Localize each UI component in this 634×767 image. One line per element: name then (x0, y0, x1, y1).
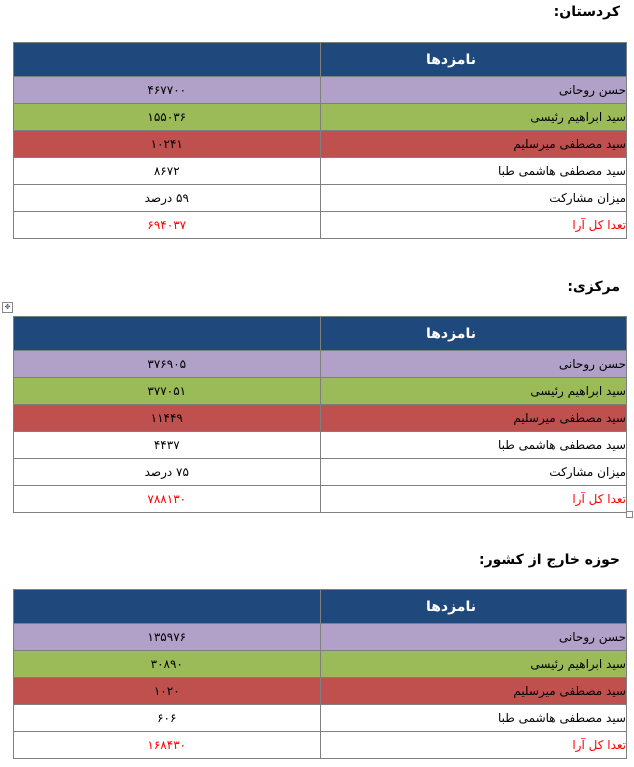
vote-count: ۳۷۷۰۵۱ (14, 378, 321, 405)
total-votes-label: تعدا کل آرا (320, 732, 627, 759)
header-value (14, 317, 321, 351)
header-candidates: نامزدها (320, 317, 627, 351)
table-row (14, 158, 627, 185)
table-row-total (14, 732, 627, 759)
vote-count: ۳۰۸۹۰ (14, 651, 321, 678)
table-row (14, 131, 627, 158)
table-row (14, 705, 627, 732)
total-votes-value: ۶۹۴۰۳۷ (14, 212, 321, 239)
total-votes-value: ۷۸۸۱۳۰ (14, 486, 321, 513)
candidate-name: سید ابراهیم رئیسی (320, 378, 627, 405)
header-candidates: نامزدها (320, 590, 627, 624)
results-table-kurdistan (13, 42, 627, 239)
vote-count: ۱۵۵۰۳۶ (14, 104, 321, 131)
table-row (14, 351, 627, 378)
vote-count: ۸۶۷۲ (14, 158, 321, 185)
table-row-total (14, 486, 627, 513)
vote-count: ۳۷۶۹۰۵ (14, 351, 321, 378)
table-row-total (14, 212, 627, 239)
candidate-name: حسن روحانی (320, 624, 627, 651)
section-title-kurdistan: کردستان: (553, 4, 620, 20)
candidate-name: سید مصطفی میرسلیم (320, 405, 627, 432)
table-row (14, 77, 627, 104)
candidate-name: سید مصطفی هاشمی طبا (320, 705, 627, 732)
total-votes-label: تعدا کل آرا (320, 212, 627, 239)
candidate-name: سید مصطفی هاشمی طبا (320, 158, 627, 185)
table-row (14, 185, 627, 212)
results-table-abroad (13, 589, 627, 759)
candidate-name: حسن روحانی (320, 77, 627, 104)
table-row (14, 624, 627, 651)
table-row (14, 651, 627, 678)
candidate-name: سید مصطفی هاشمی طبا (320, 432, 627, 459)
table-header-row (14, 43, 627, 77)
table-header-row (14, 317, 627, 351)
turnout-label: میزان مشارکت (320, 459, 627, 486)
vote-count: ۴۶۷۷۰۰ (14, 77, 321, 104)
header-candidates: نامزدها (320, 43, 627, 77)
turnout-value: ۵۹ درصد (14, 185, 321, 212)
vote-count: ۱۱۴۴۹ (14, 405, 321, 432)
results-table-markazi (13, 316, 627, 513)
vote-count: ۱۰۲۰ (14, 678, 321, 705)
table-row (14, 378, 627, 405)
table-row (14, 459, 627, 486)
table-move-handle-icon[interactable]: ✥ (2, 302, 13, 313)
turnout-label: میزان مشارکت (320, 185, 627, 212)
total-votes-label: تعدا کل آرا (320, 486, 627, 513)
section-title-abroad: حوزه خارج از کشور: (479, 552, 620, 568)
vote-count: ۶۰۶ (14, 705, 321, 732)
table-resize-handle[interactable] (626, 511, 633, 518)
table-row (14, 678, 627, 705)
total-votes-value: ۱۶۸۴۳۰ (14, 732, 321, 759)
section-title-markazi: مرکزی: (567, 279, 620, 295)
header-value (14, 43, 321, 77)
candidate-name: سید ابراهیم رئیسی (320, 651, 627, 678)
candidate-name: سید ابراهیم رئیسی (320, 104, 627, 131)
vote-count: ۱۰۲۴۱ (14, 131, 321, 158)
candidate-name: سید مصطفی میرسلیم (320, 678, 627, 705)
vote-count: ۴۴۳۷ (14, 432, 321, 459)
table-header-row (14, 590, 627, 624)
table-row (14, 104, 627, 131)
table-row (14, 405, 627, 432)
vote-count: ۱۳۵۹۷۶ (14, 624, 321, 651)
table-row (14, 432, 627, 459)
turnout-value: ۷۵ درصد (14, 459, 321, 486)
candidate-name: حسن روحانی (320, 351, 627, 378)
candidate-name: سید مصطفی میرسلیم (320, 131, 627, 158)
header-value (14, 590, 321, 624)
